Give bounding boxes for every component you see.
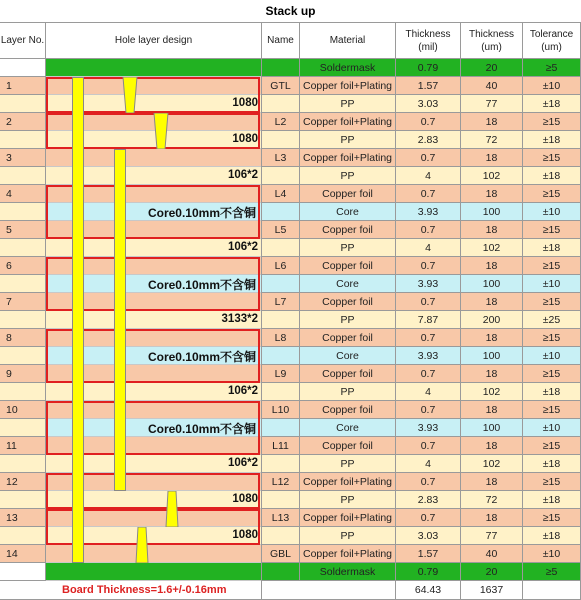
layer-no-cell (0, 203, 46, 221)
footer-blank-tol (523, 581, 581, 600)
layer-no-cell: 12 (0, 473, 46, 491)
name-cell (262, 491, 300, 509)
footer-total-mil: 64.43 (396, 581, 461, 600)
thickness-mil-cell: 1.57 (396, 545, 461, 563)
thickness-um-cell: 18 (461, 257, 523, 275)
tolerance-cell: ±10 (523, 275, 581, 293)
thickness-um-cell: 18 (461, 401, 523, 419)
prepreg-label: 106*2 (227, 169, 258, 181)
thickness-mil-cell: 0.7 (396, 365, 461, 383)
tolerance-cell: ≥5 (523, 563, 581, 581)
thickness-mil-cell: 0.79 (396, 59, 461, 77)
material-cell: Copper foil+Plating (300, 77, 396, 95)
name-cell (262, 131, 300, 149)
name-cell: L2 (262, 113, 300, 131)
prepreg-label: 1080 (232, 529, 258, 541)
name-cell (262, 275, 300, 293)
microvia-l1-l2 (122, 77, 138, 113)
material-cell: Copper foil (300, 437, 396, 455)
thickness-um-cell: 100 (461, 275, 523, 293)
thickness-um-cell: 18 (461, 365, 523, 383)
layer-no-cell (0, 347, 46, 365)
thickness-mil-cell: 0.7 (396, 509, 461, 527)
tolerance-cell: ≥15 (523, 437, 581, 455)
layer-no-cell: 3 (0, 149, 46, 167)
thickness-mil-cell: 0.7 (396, 149, 461, 167)
material-cell: Copper foil+Plating (300, 509, 396, 527)
thickness-mil-cell: 3.93 (396, 275, 461, 293)
thickness-um-cell: 100 (461, 419, 523, 437)
thickness-mil-cell: 3.93 (396, 419, 461, 437)
layer-no-cell (0, 95, 46, 113)
material-cell: Copper foil (300, 257, 396, 275)
name-cell: L12 (262, 473, 300, 491)
layer-no-cell: 10 (0, 401, 46, 419)
thickness-um-cell: 40 (461, 545, 523, 563)
name-cell: L4 (262, 185, 300, 203)
tolerance-cell: ±18 (523, 455, 581, 473)
name-cell (262, 347, 300, 365)
layer-no-cell (0, 563, 46, 581)
material-cell: Copper foil (300, 365, 396, 383)
layer-no-cell (0, 131, 46, 149)
tolerance-cell: ±18 (523, 383, 581, 401)
buried-hole-drill (114, 149, 126, 491)
layer-no-cell (0, 59, 46, 77)
layer-no-cell (0, 275, 46, 293)
microvia-l12-l13 (164, 491, 180, 527)
name-cell: L5 (262, 221, 300, 239)
thickness-um-cell: 102 (461, 455, 523, 473)
microvia-l2-l3 (153, 113, 169, 149)
tolerance-cell: ±18 (523, 527, 581, 545)
thickness-mil-cell: 0.7 (396, 329, 461, 347)
tolerance-cell: ±10 (523, 419, 581, 437)
layer-no-cell (0, 311, 46, 329)
header-thickness-um: Thickness (um) (461, 23, 523, 59)
material-cell: Copper foil (300, 221, 396, 239)
name-cell (262, 383, 300, 401)
material-cell: Copper foil+Plating (300, 473, 396, 491)
name-cell (262, 203, 300, 221)
thickness-um-cell: 20 (461, 59, 523, 77)
hole-layer-design-panel (46, 59, 262, 581)
through-hole-drill (72, 77, 84, 563)
material-cell: Copper foil (300, 401, 396, 419)
tolerance-cell: ≥15 (523, 365, 581, 383)
layer-no-cell: 13 (0, 509, 46, 527)
prepreg-label: 106*2 (227, 241, 258, 253)
thickness-um-cell: 77 (461, 527, 523, 545)
name-cell: L11 (262, 437, 300, 455)
thickness-mil-cell: 4 (396, 239, 461, 257)
material-cell: Copper foil (300, 329, 396, 347)
tolerance-cell: ≥15 (523, 221, 581, 239)
table-title: Stack up (0, 0, 581, 23)
layer-no-cell (0, 455, 46, 473)
material-cell: PP (300, 383, 396, 401)
layer-no-cell (0, 239, 46, 257)
tolerance-cell: ±25 (523, 311, 581, 329)
footer-total-um: 1637 (461, 581, 523, 600)
prepreg-label: 1080 (232, 133, 258, 145)
header-thickness-mil: Thickness (mil) (396, 23, 461, 59)
thickness-mil-cell: 0.7 (396, 401, 461, 419)
core-label: Core0.10mm不含铜 (147, 206, 256, 220)
material-cell: PP (300, 455, 396, 473)
thickness-mil-cell: 0.7 (396, 113, 461, 131)
thickness-mil-cell: 2.83 (396, 491, 461, 509)
material-cell: Core (300, 419, 396, 437)
tolerance-cell: ≥15 (523, 185, 581, 203)
material-cell: Core (300, 347, 396, 365)
thickness-mil-cell: 2.83 (396, 131, 461, 149)
tolerance-cell: ≥15 (523, 509, 581, 527)
thickness-um-cell: 72 (461, 491, 523, 509)
material-cell: Copper foil+Plating (300, 545, 396, 563)
thickness-mil-cell: 0.7 (396, 473, 461, 491)
layer-no-cell: 11 (0, 437, 46, 455)
name-cell: GBL (262, 545, 300, 563)
tolerance-cell: ±10 (523, 347, 581, 365)
layer-no-cell (0, 383, 46, 401)
material-cell: Soldermask (300, 563, 396, 581)
thickness-um-cell: 18 (461, 221, 523, 239)
material-cell: Copper foil (300, 293, 396, 311)
microvia-l13-l14 (134, 527, 150, 563)
thickness-mil-cell: 0.79 (396, 563, 461, 581)
thickness-mil-cell: 7.87 (396, 311, 461, 329)
material-cell: PP (300, 239, 396, 257)
prepreg-label: 3133*2 (221, 313, 258, 325)
thickness-um-cell: 20 (461, 563, 523, 581)
layer-no-cell (0, 419, 46, 437)
thickness-mil-cell: 0.7 (396, 293, 461, 311)
name-cell (262, 419, 300, 437)
layer-no-cell: 6 (0, 257, 46, 275)
name-cell (262, 59, 300, 77)
tolerance-cell: ±18 (523, 131, 581, 149)
material-cell: Core (300, 203, 396, 221)
thickness-mil-cell: 0.7 (396, 221, 461, 239)
tolerance-cell: ≥15 (523, 257, 581, 275)
thickness-um-cell: 100 (461, 203, 523, 221)
layer-no-cell: 7 (0, 293, 46, 311)
layer-no-cell (0, 491, 46, 509)
thickness-mil-cell: 0.7 (396, 257, 461, 275)
core-label: Core0.10mm不含铜 (147, 422, 256, 436)
board-thickness-label: Board Thickness=1.6+/-0.16mm (62, 584, 227, 596)
thickness-mil-cell: 3.03 (396, 527, 461, 545)
tolerance-cell: ≥15 (523, 113, 581, 131)
tolerance-cell: ±18 (523, 239, 581, 257)
thickness-um-cell: 18 (461, 293, 523, 311)
core-label: Core0.10mm不含铜 (147, 278, 256, 292)
name-cell: L7 (262, 293, 300, 311)
name-cell (262, 167, 300, 185)
thickness-um-cell: 18 (461, 509, 523, 527)
prepreg-label: 106*2 (227, 457, 258, 469)
layer-no-cell: 9 (0, 365, 46, 383)
tolerance-cell: ±18 (523, 491, 581, 509)
name-cell (262, 95, 300, 113)
tolerance-cell: ±18 (523, 167, 581, 185)
name-cell: L8 (262, 329, 300, 347)
name-cell (262, 239, 300, 257)
prepreg-label: 1080 (232, 493, 258, 505)
material-cell: PP (300, 491, 396, 509)
tolerance-cell: ≥5 (523, 59, 581, 77)
thickness-um-cell: 77 (461, 95, 523, 113)
thickness-um-cell: 102 (461, 239, 523, 257)
design-layer-stripe (46, 59, 262, 77)
material-cell: PP (300, 131, 396, 149)
header-layer-no: Layer No. (0, 23, 46, 59)
thickness-um-cell: 40 (461, 77, 523, 95)
thickness-mil-cell: 3.03 (396, 95, 461, 113)
layer-no-cell: 1 (0, 77, 46, 95)
tolerance-cell: ±18 (523, 95, 581, 113)
layer-no-cell: 2 (0, 113, 46, 131)
thickness-um-cell: 200 (461, 311, 523, 329)
thickness-mil-cell: 4 (396, 167, 461, 185)
thickness-mil-cell: 3.93 (396, 203, 461, 221)
thickness-um-cell: 18 (461, 437, 523, 455)
tolerance-cell: ≥15 (523, 473, 581, 491)
thickness-um-cell: 100 (461, 347, 523, 365)
thickness-um-cell: 102 (461, 167, 523, 185)
material-cell: PP (300, 311, 396, 329)
tolerance-cell: ≥15 (523, 149, 581, 167)
thickness-um-cell: 18 (461, 185, 523, 203)
core-label: Core0.10mm不含铜 (147, 350, 256, 364)
tolerance-cell: ≥15 (523, 293, 581, 311)
name-cell: L3 (262, 149, 300, 167)
tolerance-cell: ±10 (523, 545, 581, 563)
thickness-mil-cell: 0.7 (396, 437, 461, 455)
name-cell: L10 (262, 401, 300, 419)
material-cell: PP (300, 167, 396, 185)
layer-no-cell (0, 167, 46, 185)
thickness-um-cell: 18 (461, 113, 523, 131)
thickness-um-cell: 18 (461, 149, 523, 167)
layer-no-cell: 14 (0, 545, 46, 563)
material-cell: Copper foil+Plating (300, 149, 396, 167)
name-cell: L13 (262, 509, 300, 527)
material-cell: Core (300, 275, 396, 293)
name-cell (262, 455, 300, 473)
name-cell (262, 527, 300, 545)
layer-no-cell: 5 (0, 221, 46, 239)
material-cell: Copper foil+Plating (300, 113, 396, 131)
prepreg-label: 106*2 (227, 385, 258, 397)
material-cell: PP (300, 527, 396, 545)
header-tolerance: Tolerance (um) (523, 23, 581, 59)
name-cell: L6 (262, 257, 300, 275)
tolerance-cell: ±10 (523, 77, 581, 95)
name-cell (262, 311, 300, 329)
layer-no-cell (0, 527, 46, 545)
header-hole-layer-design: Hole layer design (46, 23, 262, 59)
name-cell: GTL (262, 77, 300, 95)
header-name: Name (262, 23, 300, 59)
material-cell: PP (300, 95, 396, 113)
thickness-um-cell: 18 (461, 473, 523, 491)
thickness-mil-cell: 1.57 (396, 77, 461, 95)
tolerance-cell: ≥15 (523, 329, 581, 347)
thickness-mil-cell: 4 (396, 455, 461, 473)
name-cell: L9 (262, 365, 300, 383)
layer-no-cell: 4 (0, 185, 46, 203)
thickness-um-cell: 72 (461, 131, 523, 149)
footer-blank (262, 581, 396, 600)
thickness-mil-cell: 0.7 (396, 185, 461, 203)
tolerance-cell: ≥15 (523, 401, 581, 419)
thickness-um-cell: 18 (461, 329, 523, 347)
name-cell (262, 563, 300, 581)
design-layer-stripe (46, 563, 262, 581)
design-panel-border (261, 59, 262, 581)
layer-no-cell: 8 (0, 329, 46, 347)
thickness-um-cell: 102 (461, 383, 523, 401)
material-cell: Copper foil (300, 185, 396, 203)
tolerance-cell: ±10 (523, 203, 581, 221)
footer-board-thickness (0, 581, 262, 600)
thickness-mil-cell: 3.93 (396, 347, 461, 365)
prepreg-label: 1080 (232, 97, 258, 109)
material-cell: Soldermask (300, 59, 396, 77)
header-material: Material (300, 23, 396, 59)
thickness-mil-cell: 4 (396, 383, 461, 401)
